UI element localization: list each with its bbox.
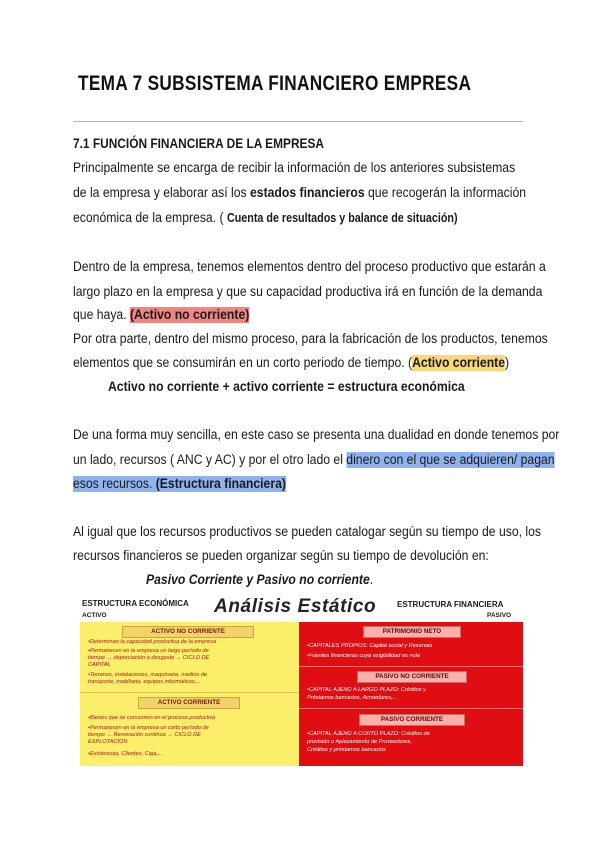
panel-divider xyxy=(80,692,299,693)
text-span: . xyxy=(369,572,374,588)
formula-line: Activo no corriente + activo corriente = estructura económica xyxy=(108,379,465,395)
non-current-liability-label: PASIVO NO CORRIENTE xyxy=(357,671,467,683)
economic-structure-header: ESTRUCTURA ECONÓMICA xyxy=(82,599,189,608)
paragraph-1-line-2 xyxy=(73,183,526,203)
panel-divider xyxy=(299,708,523,709)
non-current-asset-item: CAPITAL xyxy=(88,662,111,668)
asset-panel xyxy=(80,622,299,766)
current-asset-item: tiempo → Renovación continua → CICLO DE xyxy=(88,732,201,738)
non-current-asset-item: transporte, mobiliario, equipos informáticos,... xyxy=(88,679,201,685)
title-divider xyxy=(73,121,523,122)
paragraph-1-line-1: Principalmente se encarga de recibir la información de los anteriores subsistemas xyxy=(73,160,516,176)
current-asset-item: •Existencias, Clientes, Caja,... xyxy=(88,751,163,757)
current-liability-label: PASIVO CORRIENTE xyxy=(359,714,465,726)
paragraph-4-line-2: recursos financieros se pueden organizar según su tiempo de devolución en: xyxy=(73,548,489,564)
page-title: TEMA 7 SUBSISTEMA FINANCIERO EMPRESA xyxy=(78,72,472,95)
highlight-blue: esos recursos. xyxy=(73,476,156,492)
liability-subheader: PASIVO xyxy=(487,612,512,619)
non-current-liability-item: •CAPITAL AJENO A LARGO PLAZO: Créditos y xyxy=(307,687,426,693)
bold-term: Cuenta de resultados y balance de situación) xyxy=(226,211,458,225)
paragraph-4-line-3 xyxy=(146,570,373,590)
italic-term: Pasivo Corriente y Pasivo no corriente xyxy=(146,572,370,588)
panel-divider xyxy=(299,666,523,667)
financial-structure-header: ESTRUCTURA FINANCIERA xyxy=(397,600,504,609)
text-span: ) xyxy=(505,355,510,371)
text-span: que haya. xyxy=(73,307,130,323)
paragraph-3-line-2 xyxy=(73,450,555,470)
equity-item: •Fuentes financieras cuya exigibilidad es nula xyxy=(307,653,420,659)
current-liability-item: provisión o Aplazamiento de Proveedores, xyxy=(307,739,412,745)
paragraph-2-line-4: Por otra parte, dentro del mismo proceso, para la fabricación de los productos, tenemos xyxy=(73,331,548,347)
highlight-red: (Activo no corriente) xyxy=(129,307,250,323)
section-title: 7.1 FUNCIÓN FINANCIERA DE LA EMPRESA xyxy=(73,135,325,151)
current-liability-item: Créditos y préstamos bancarios xyxy=(307,747,386,753)
highlight-yellow: Activo corriente xyxy=(412,355,506,371)
text-span: económica de la empresa. ( xyxy=(73,210,227,226)
liability-panel xyxy=(299,622,523,766)
bold-term: estados financieros xyxy=(250,185,365,201)
paragraph-4-line-1: Al igual que los recursos productivos se pueden catalogar según su tiempo de uso, los xyxy=(73,524,542,540)
highlight-blue: dinero con el que se adquieren/ pagan xyxy=(346,452,555,468)
equity-label: PATRIMONIO NETO xyxy=(363,626,461,638)
current-liability-item: •CAPITAL AJENO A CORTO PLAZO: Créditos de xyxy=(307,731,430,737)
non-current-liability-item: Préstamos bancarios, Acreedores,... xyxy=(307,695,398,701)
non-current-asset-label: ACTIVO NO CORRIENTE xyxy=(122,626,254,638)
current-asset-item: •Permanecen en la empresa un corto período de xyxy=(88,725,209,731)
paragraph-1-line-3 xyxy=(73,208,458,228)
non-current-asset-item: •Permanecen en la empresa un largo período de xyxy=(88,648,209,654)
text-span: un lado, recursos ( ANC y AC) y por el otro lado el xyxy=(73,452,347,468)
paragraph-2-line-5 xyxy=(73,353,509,373)
current-asset-item: EXPLOTACIÓN xyxy=(88,739,128,745)
text-span: que recogerán la información xyxy=(364,185,527,201)
paragraph-3-line-1: De una forma muy sencilla, en este caso se presenta una dualidad en donde tenemos por xyxy=(73,427,560,443)
non-current-asset-item: tiempo → depreciación o desgaste → CICLO DE xyxy=(88,655,210,661)
text-span: elementos que se consumirán en un corto periodo de tiempo. ( xyxy=(73,355,413,371)
text-span: de la empresa y elaborar así los xyxy=(73,185,251,201)
paragraph-3-line-3 xyxy=(73,474,286,494)
non-current-asset-item: •Determinan la capacidad productiva de la empresa xyxy=(88,639,217,645)
highlight-blue-bold: (Estructura financiera) xyxy=(155,476,286,492)
equity-item: •CAPITALES PROPIOS: Capital social y Reservas xyxy=(307,643,433,649)
paragraph-2-line-1: Dentro de la empresa, tenemos elementos dentro del proceso productivo que estarán a xyxy=(73,259,546,275)
diagram-title: Análisis Estático xyxy=(214,596,377,617)
paragraph-2-line-3 xyxy=(73,305,249,325)
non-current-asset-item: •Terrenos, instalaciones, maquinaria, medios de xyxy=(88,672,207,678)
paragraph-2-line-2: largo plazo en la empresa y que su capacidad productiva irá en función de la demanda xyxy=(73,284,543,300)
current-asset-label: ACTIVO CORRIENTE xyxy=(138,697,240,709)
asset-subheader: ACTIVO xyxy=(82,612,107,619)
current-asset-item: •Bienes que se consumen en el proceso productivo xyxy=(88,715,216,721)
